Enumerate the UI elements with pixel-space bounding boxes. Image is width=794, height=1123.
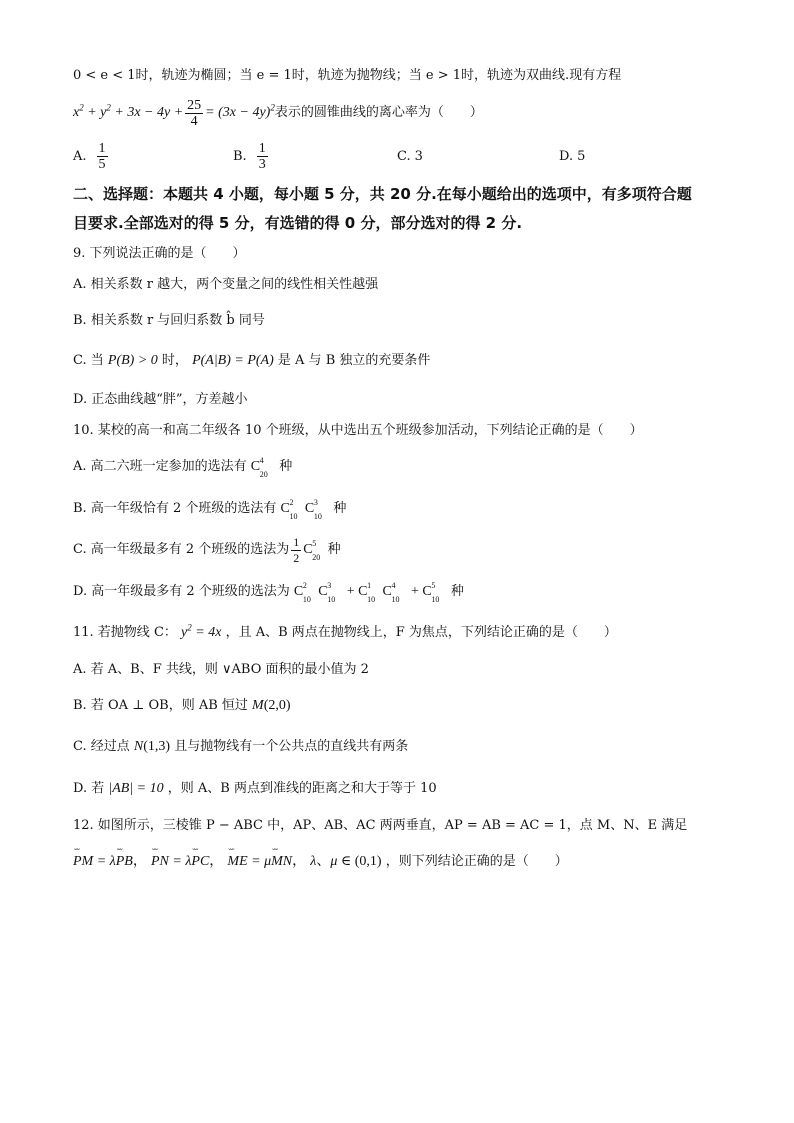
q12-conditions: ˘˘˘ PM = λ˘˘˘ PB， ˘˘˘ PN = λ˘˘˘ PC， ˘˘˘ ME = μ˘˘˘ MN， λ、μ ∈ (0,1) ，则下列结论正确的是（ ） [73, 853, 734, 871]
q10-stem: 10. 某校的高一和高二年级各 10 个班级，从中选出五个班级参加活动，下列结论正确的是（ ） [73, 423, 643, 438]
q8-option-d[interactable]: D. 5 [559, 148, 586, 164]
section2-heading-line1: 二、选择题：本题共 4 小题，每小题 5 分，共 20 分.在每小题给出的选项中，有多项符合题 [73, 185, 692, 203]
q11-option-a[interactable]: A. 若 A、B、F 共线，则 ∨ABO 面积的最小值为 2 [73, 662, 369, 677]
q8-option-a[interactable]: A. $\frac{1}{5}$ [73, 140, 106, 172]
q9-stem: 9. 下列说法正确的是（ ） [73, 246, 246, 261]
q11-stem: 11. 若抛物线 C： $y^2 = 4x$ ，且 A、B 两点在抛物线上，F 为焦点，下列结论正确的是（ ） [73, 622, 617, 640]
q8-fraction-25-4: $\frac{25}{4}$ [187, 97, 202, 129]
q10-option-d[interactable]: D. 高一年级最多有 2 个班级的选法为 C 2 10 C 3 10 + C 1 10 C 4 10 + C 5 10 种 [73, 581, 464, 604]
q8-option-b[interactable]: B. $\frac{1}{3}$ [233, 140, 266, 172]
q11-option-d[interactable]: D. 若 |AB| = 10 ，则 A、B 两点到准线的距离之和大于等于 10 [73, 781, 437, 796]
q8-equation-line: $x^2 + y^2 + 3x - 4y$ + $\frac{25}{4}$ = $(3x - 4y)^2$ 表示的圆锥曲线的离心率为（ ） [73, 97, 483, 129]
q10-option-c[interactable]: C. 高一年级最多有 2 个班级的选法为 $\frac{1}{2}$ C 5 20 种 [73, 534, 341, 565]
q10-option-b[interactable]: B. 高一年级恰有 2 个班级的选法有 C 2 10 C 3 10 种 [73, 498, 347, 521]
q8-question-text: 表示的圆锥曲线的离心率为（ ） [274, 105, 483, 120]
q12-stem: 12. 如图所示，三棱锥 P − ABC 中，AP、AB、AC 两两垂直，AP = AB = AC = 1，点 M、N、E 满足 [73, 818, 688, 833]
q11-option-c[interactable]: C. 经过点 N(1,3) 且与抛物线有一个公共点的直线共有两条 [73, 739, 409, 754]
q9-option-c[interactable]: C. 当 P(B) > 0 时， P(A|B) = P(A) 是 A 与 B 独立的充要条件 [73, 353, 431, 368]
q8-options [73, 136, 733, 176]
section2-heading-line2: 目要求.全部选对的得 5 分，有选错的得 0 分，部分选对的得 2 分. [73, 214, 523, 232]
q8-equation: $x^2 + y^2 + 3x - 4y$ + [73, 102, 184, 120]
q11-option-b[interactable]: B. 若 OA ⊥ OB，则 AB 恒过 M(2,0) [73, 698, 291, 713]
q8-option-c[interactable]: C. 3 [397, 148, 423, 164]
q9-option-d[interactable]: D. 正态曲线越“胖”，方差越小 [73, 392, 248, 407]
q9-option-a[interactable]: A. 相关系数 r 越大，两个变量之间的线性相关性越强 [73, 277, 379, 292]
q9-option-b[interactable]: B. 相关系数 r 与回归系数 b̂ 同号 [73, 313, 265, 328]
q8-intro-line1: 0 < e < 1时，轨迹为椭圆；当 e = 1时，轨迹为抛物线；当 e > 1时，轨迹为双曲线.现有方程 [73, 68, 622, 83]
q10-option-a[interactable]: A. 高二六班一定参加的选法有 C 4 20 种 [73, 456, 293, 479]
